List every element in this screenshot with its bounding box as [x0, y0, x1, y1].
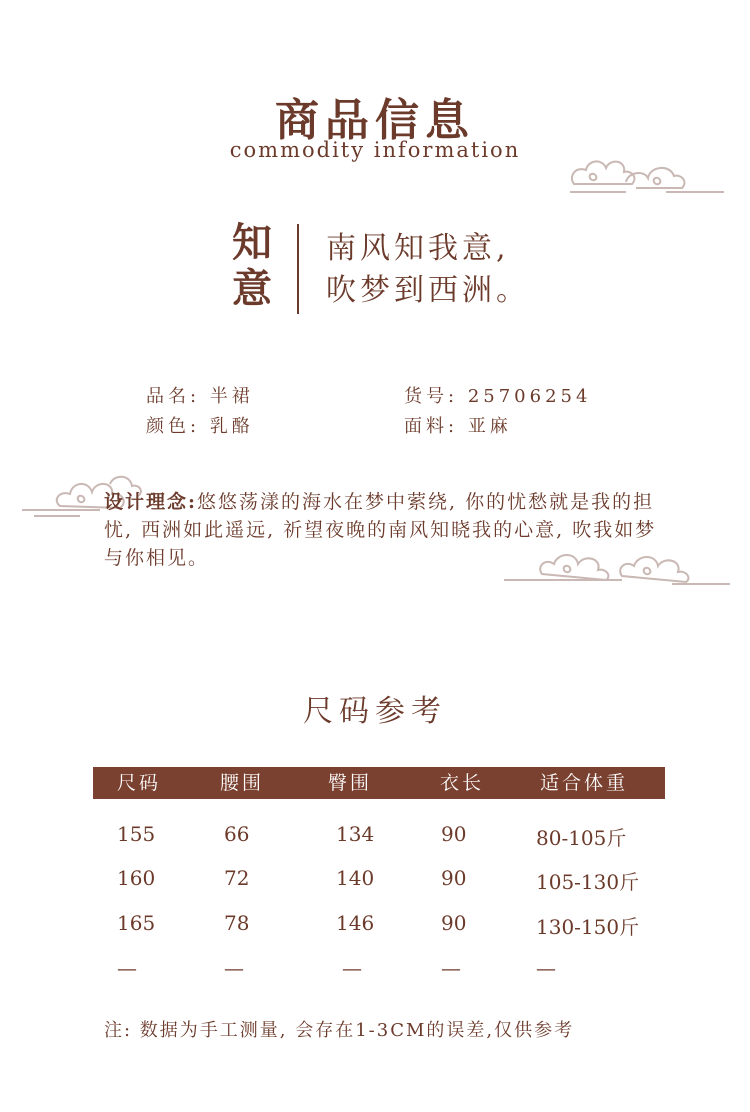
- cell-length: 90: [441, 866, 467, 890]
- cell-weight: 105-130斤: [536, 870, 640, 894]
- cell-waist: 72: [224, 866, 250, 890]
- poem-line-2: 吹梦到西洲。: [326, 273, 530, 308]
- poem-lines: [326, 228, 530, 312]
- page-title: 商品信息: [275, 95, 475, 146]
- cell-waist: —: [224, 956, 244, 980]
- page-subtitle: commodity information: [229, 138, 521, 162]
- cell-length: 90: [441, 822, 467, 846]
- info-fabric-value: 亚麻: [467, 416, 512, 437]
- cell-size: 160: [117, 866, 156, 890]
- cell-hip: —: [342, 956, 362, 980]
- poem-line-1: 南风知我意,: [326, 231, 510, 266]
- design-label: 设计理念:: [104, 491, 198, 513]
- cloud-decoration-icon: [566, 148, 728, 200]
- cell-weight: 80-105斤: [536, 826, 627, 850]
- info-color: [146, 412, 254, 438]
- poem-char-2: 意: [232, 265, 272, 312]
- cell-weight: —: [536, 956, 556, 980]
- cell-size: 155: [117, 822, 156, 846]
- info-name: [146, 382, 254, 408]
- info-sku: [404, 382, 591, 408]
- cell-waist: 66: [224, 822, 250, 846]
- column-header-waist: 腰围: [220, 772, 265, 794]
- cell-size: —: [117, 956, 137, 980]
- poem-vertical-chars: [232, 220, 284, 312]
- info-sku-value: 25706254: [467, 386, 592, 407]
- cell-hip: 146: [336, 911, 375, 935]
- cell-weight: 130-150斤: [536, 915, 640, 939]
- cell-size: 165: [117, 911, 156, 935]
- column-header-weight: 适合体重: [540, 772, 629, 794]
- info-fabric: [404, 412, 512, 438]
- info-color-label: 颜色:: [146, 416, 201, 437]
- design-text: 悠悠荡漾的海水在梦中萦绕, 你的忧愁就是我的担忧, 西洲如此遥远, 祈望夜晚的南风知晓我的心意, 吹我如梦与你相见。: [104, 491, 657, 569]
- poem-divider: [297, 224, 299, 314]
- measurement-note: 注: 数据为手工测量, 会存在1-3CM的误差,仅供参考: [104, 1020, 575, 1041]
- cell-length: —: [441, 956, 461, 980]
- cell-hip: 140: [336, 866, 375, 890]
- info-fabric-label: 面料:: [404, 416, 459, 437]
- info-name-value: 半裙: [209, 386, 254, 407]
- column-header-length: 衣长: [440, 772, 485, 794]
- cell-waist: 78: [224, 911, 250, 935]
- info-name-label: 品名:: [146, 386, 201, 407]
- cell-length: 90: [441, 911, 467, 935]
- cloud-decoration-icon: [502, 540, 732, 586]
- info-sku-label: 货号:: [404, 386, 459, 407]
- size-table-header: [93, 767, 665, 799]
- column-header-size: 尺码: [117, 772, 162, 794]
- column-header-hip: 臀围: [328, 772, 373, 794]
- poem-char-1: 知: [232, 219, 272, 266]
- size-section-title: 尺码参考: [303, 694, 447, 729]
- info-color-value: 乳酪: [209, 416, 254, 437]
- cell-hip: 134: [336, 822, 375, 846]
